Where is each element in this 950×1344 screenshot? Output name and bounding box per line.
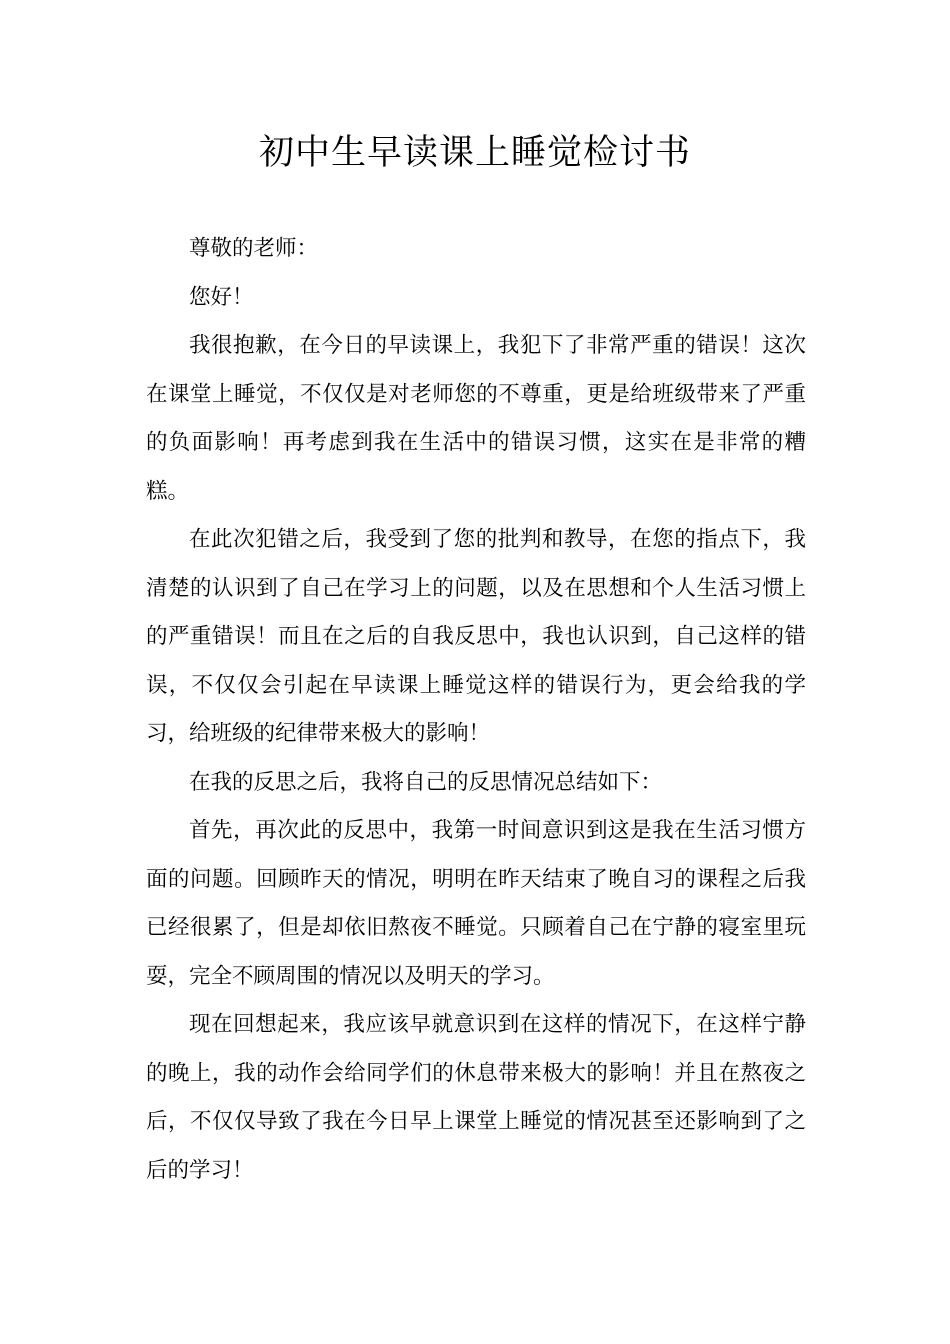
body-paragraph: 首先，再次此的反思中，我第一时间意识到这是我在生活习惯方面的问题。回顾昨天的情况，明明在昨天结束了晚自习的课程之后我已经很累了，但是却依旧熬夜不睡觉。只顾着自己在宁静的寝室里玩耍，完全不顾周围的情况以及明天的学习。 <box>146 818 806 989</box>
body-paragraph: 我很抱歉，在今日的早读课上，我犯下了非常严重的错误！这次在课堂上睡觉，不仅仅是对老师您的不尊重，更是给班级带来了严重的负面影响！再考虑到我在生活中的错误习惯，这实在是非常的糟糕。 <box>146 333 806 504</box>
body-paragraph: 现在回想起来，我应该早就意识到在这样的情况下，在这样宁静的晚上，我的动作会给同学们的休息带来极大的影响！并且在熬夜之后，不仅仅导致了我在今日早上课堂上睡觉的情况甚至还影响到了之后的学习！ <box>146 1012 806 1183</box>
document-body <box>146 225 806 1195</box>
document-title: 初中生早读课上睡觉检讨书 <box>258 133 691 173</box>
salutation: 尊敬的老师： <box>189 236 319 261</box>
body-paragraph: 在此次犯错之后，我受到了您的批判和教导，在您的指点下，我清楚的认识到了自己在学习上的问题，以及在思想和个人生活习惯上的严重错误！而且在之后的自我反思中，我也认识到，自己这样的错误，不仅仅会引起在早读课上睡觉这样的错误行为，更会给我的学习，给班级的纪律带来极大的影响！ <box>146 527 806 746</box>
body-paragraph: 在我的反思之后，我将自己的反思情况总结如下： <box>189 769 663 795</box>
greeting: 您好！ <box>189 284 254 310</box>
